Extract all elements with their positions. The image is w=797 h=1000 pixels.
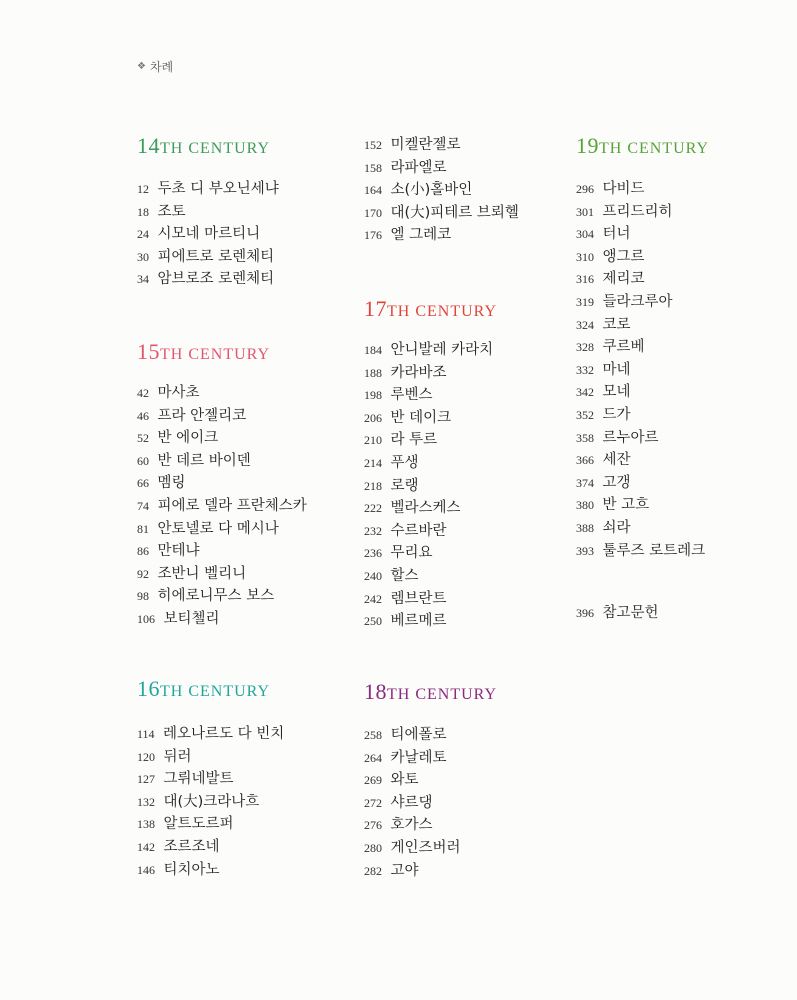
- list-item: [364, 384, 497, 407]
- entry-title: 그뤼네발트: [163, 771, 234, 788]
- entry-title: 반 에이크: [157, 430, 219, 447]
- page-number: 127: [137, 772, 155, 787]
- section-14th-century: [137, 134, 279, 291]
- list-item: [137, 472, 307, 495]
- list-item: [137, 723, 284, 746]
- page-number: 296: [576, 182, 594, 196]
- list-item: [364, 860, 497, 883]
- entry-title: 렘브란트: [390, 590, 447, 607]
- list-item: [364, 542, 497, 565]
- entry-title: 프리드리히: [602, 203, 673, 220]
- list-item: [576, 404, 709, 427]
- section-17th-century: [364, 297, 497, 633]
- page-number: 342: [576, 385, 594, 400]
- section-18th-century: [364, 680, 497, 882]
- entry-list: [576, 178, 709, 562]
- page-number: 232: [364, 523, 382, 538]
- diamond-bullet-icon: ❖: [137, 61, 146, 72]
- section-suffix: TH CENTURY: [599, 140, 709, 157]
- page-number: 328: [576, 340, 594, 355]
- entry-title: 무리요: [390, 545, 433, 562]
- list-item: [137, 540, 307, 563]
- toc-header: [137, 58, 173, 75]
- entry-title: 게인즈버러: [390, 839, 461, 856]
- list-item: [364, 588, 497, 611]
- page-number: 30: [137, 249, 149, 264]
- list-item: [364, 475, 497, 498]
- entry-title: 프라 안젤리코: [157, 407, 247, 424]
- page-number: 176: [364, 228, 382, 243]
- entry-title: 고야: [390, 862, 419, 879]
- list-item: [576, 381, 709, 404]
- list-item: [364, 224, 519, 247]
- page-number: 218: [364, 478, 382, 493]
- page-number: 42: [137, 386, 149, 400]
- page-number: 81: [137, 521, 149, 536]
- list-item: [364, 520, 497, 543]
- page-number: 310: [576, 249, 594, 264]
- entry-title: 소(小)홀바인: [390, 182, 473, 199]
- list-item: [364, 724, 497, 747]
- page-number: 332: [576, 362, 594, 377]
- entry-title: 카날레토: [390, 749, 447, 766]
- page-number: 184: [364, 343, 382, 357]
- section-19th-century: [576, 134, 709, 562]
- entry-title: 히에로니무스 보스: [157, 588, 275, 605]
- section-number: 17: [364, 296, 387, 321]
- list-item: [137, 836, 284, 859]
- list-item: [137, 813, 284, 836]
- section-title-14th: [137, 134, 279, 158]
- page-number: 210: [364, 433, 382, 448]
- entry-title: 안토넬로 다 메시나: [157, 520, 279, 537]
- list-item: [576, 314, 709, 337]
- entry-title: 티치아노: [163, 861, 220, 878]
- page-number: 164: [364, 183, 382, 198]
- list-item: [137, 427, 307, 450]
- page-number: 304: [576, 227, 594, 242]
- page-number: 280: [364, 840, 382, 855]
- page-number: 24: [137, 227, 149, 242]
- list-item: [576, 449, 709, 472]
- entry-title: 세잔: [602, 452, 631, 469]
- entry-title: 루벤스: [390, 387, 433, 404]
- entry-title: 대(大)크라나흐: [163, 793, 260, 810]
- entry-list: [364, 339, 497, 633]
- section-suffix: TH CENTURY: [160, 140, 270, 157]
- list-item: [576, 602, 658, 625]
- entry-title: 만테냐: [157, 543, 200, 560]
- page-number: 358: [576, 430, 594, 445]
- section-number: 14: [137, 133, 160, 158]
- entry-title: 벨라스케스: [390, 500, 461, 517]
- entry-title: 안니발레 카라치: [390, 342, 494, 358]
- list-item: [137, 859, 284, 882]
- page-number: 138: [137, 817, 155, 832]
- page-number: 269: [364, 773, 382, 788]
- entry-title: 모네: [602, 384, 631, 401]
- page-number: 34: [137, 272, 149, 287]
- page-number: 98: [137, 589, 149, 604]
- entry-list: [364, 134, 519, 247]
- page-number: 170: [364, 205, 382, 220]
- section-title-18th: [364, 680, 497, 704]
- entry-title: 반 고흐: [602, 497, 650, 514]
- page-number: 258: [364, 728, 382, 742]
- page-number: 12: [137, 182, 149, 196]
- page-number: 264: [364, 750, 382, 765]
- list-item: [364, 429, 497, 452]
- section-title-17th: [364, 297, 497, 321]
- page-number: 198: [364, 388, 382, 403]
- list-item: [576, 336, 709, 359]
- entry-title: 툴루즈 로트레크: [602, 542, 706, 559]
- list-item: [364, 837, 497, 860]
- page-number: 114: [137, 727, 155, 741]
- list-item: [364, 792, 497, 815]
- entry-title: 제리코: [602, 271, 645, 288]
- list-item: [576, 472, 709, 495]
- list-item: [137, 405, 307, 428]
- entry-title: 엘 그레코: [390, 227, 452, 244]
- page-number: 374: [576, 475, 594, 490]
- page-number: 388: [576, 520, 594, 535]
- list-item: [576, 359, 709, 382]
- page-number: 316: [576, 272, 594, 287]
- section-suffix: TH CENTURY: [387, 303, 497, 320]
- entry-title: 수르바란: [390, 522, 447, 539]
- page-number: 132: [137, 794, 155, 809]
- page-number: 396: [576, 606, 594, 620]
- page-number: 142: [137, 839, 155, 854]
- list-item: [364, 157, 519, 180]
- entry-title: 라 투르: [390, 432, 438, 449]
- page-number: 52: [137, 431, 149, 446]
- entry-title: 르누아르: [602, 429, 659, 446]
- list-item: [364, 407, 497, 430]
- entry-title: 호가스: [390, 817, 433, 834]
- list-item: [137, 178, 279, 201]
- entry-list: [137, 178, 279, 291]
- list-item: [576, 494, 709, 517]
- entry-title: 보티첼리: [163, 610, 220, 627]
- entry-title: 드가: [602, 406, 631, 423]
- list-item: [576, 201, 709, 224]
- list-item: [576, 178, 709, 201]
- entry-title: 라파엘로: [390, 159, 447, 176]
- entry-title: 멤링: [157, 475, 186, 492]
- page-number: 222: [364, 501, 382, 516]
- entry-title: 조토: [157, 203, 186, 220]
- list-item: [137, 768, 284, 791]
- list-item: [576, 540, 709, 563]
- page-number: 86: [137, 544, 149, 559]
- section-suffix: TH CENTURY: [160, 683, 270, 700]
- list-item: [576, 223, 709, 246]
- list-item: [364, 202, 519, 225]
- list-item: [364, 610, 497, 633]
- section-number: 16: [137, 676, 160, 701]
- list-item: [137, 518, 307, 541]
- page-number: 319: [576, 294, 594, 309]
- entry-title: 알트도르퍼: [163, 816, 234, 833]
- page-number: 240: [364, 568, 382, 583]
- entry-title: 할스: [390, 567, 419, 584]
- page-number: 206: [364, 410, 382, 425]
- entry-title: 앵그르: [602, 248, 645, 265]
- section-number: 18: [364, 679, 387, 704]
- entry-title: 반 데이크: [390, 409, 452, 426]
- page-number: 158: [364, 160, 382, 175]
- entry-list: [137, 723, 284, 881]
- entry-title: 시모네 마르티니: [157, 226, 261, 243]
- page-number: 393: [576, 543, 594, 558]
- section-suffix: TH CENTURY: [387, 686, 497, 703]
- list-item: [576, 427, 709, 450]
- list-item: [137, 268, 279, 291]
- entry-title: 코로: [602, 316, 631, 333]
- list-item: [576, 268, 709, 291]
- list-item: [364, 134, 519, 157]
- section-title-19th: [576, 134, 709, 158]
- list-item: [364, 362, 497, 385]
- page-number: 60: [137, 453, 149, 468]
- entry-title: 샤르댕: [390, 794, 433, 811]
- entry-title: 터너: [602, 226, 631, 243]
- section-15th-century: [137, 340, 307, 631]
- list-item: [137, 223, 279, 246]
- entry-title: 카라바조: [390, 364, 447, 381]
- entry-title: 조반니 벨리니: [157, 565, 247, 582]
- list-item: [576, 517, 709, 540]
- list-item: [364, 452, 497, 475]
- list-item: [137, 201, 279, 224]
- list-item: [137, 746, 284, 769]
- entry-title: 미켈란젤로: [390, 137, 461, 153]
- list-item: [576, 291, 709, 314]
- page-number: 74: [137, 498, 149, 513]
- entry-title: 티에폴로: [390, 727, 447, 743]
- list-item: [137, 495, 307, 518]
- list-item: [137, 608, 307, 631]
- page-number: 352: [576, 407, 594, 422]
- page-number: 301: [576, 204, 594, 219]
- section-number: 19: [576, 133, 599, 158]
- section-title-16th: [137, 677, 284, 701]
- page-number: 92: [137, 566, 149, 581]
- entry-title: 와토: [390, 772, 419, 789]
- entry-title: 두초 디 부오닌세냐: [157, 181, 279, 197]
- list-item: [137, 382, 307, 405]
- entry-title: 대(大)피테르 브뢰헬: [390, 204, 519, 221]
- entry-list: [137, 382, 307, 631]
- page-title: 차례: [149, 60, 174, 74]
- list-item: [364, 497, 497, 520]
- entry-title: 고갱: [602, 474, 631, 491]
- section-references: [576, 602, 658, 625]
- entry-title: 로랭: [390, 477, 419, 494]
- page-number: 242: [364, 591, 382, 606]
- page-number: 366: [576, 453, 594, 468]
- section-16th-century-continued: [364, 134, 519, 247]
- entry-title: 푸생: [390, 454, 419, 471]
- section-16th-century: [137, 677, 284, 881]
- list-item: [364, 565, 497, 588]
- page-number: 188: [364, 365, 382, 380]
- page-number: 250: [364, 614, 382, 629]
- page-number: 106: [137, 611, 155, 626]
- entry-title: 들라크루아: [602, 293, 673, 310]
- section-suffix: TH CENTURY: [160, 346, 270, 363]
- page-number: 236: [364, 546, 382, 561]
- page-number: 66: [137, 476, 149, 491]
- page-number: 272: [364, 795, 382, 810]
- page-number: 214: [364, 455, 382, 470]
- entry-title: 쿠르베: [602, 339, 645, 356]
- list-item: [364, 769, 497, 792]
- list-item: [137, 563, 307, 586]
- list-item: [576, 246, 709, 269]
- page-number: 324: [576, 317, 594, 332]
- entry-title: 뒤러: [163, 748, 192, 765]
- entry-title: 반 데르 바이덴: [157, 452, 251, 469]
- list-item: [364, 339, 497, 362]
- page-number: 380: [576, 498, 594, 513]
- page-number: 120: [137, 749, 155, 764]
- list-item: [137, 246, 279, 269]
- section-title-15th: [137, 340, 307, 364]
- list-item: [364, 814, 497, 837]
- entry-title: 피에로 델라 프란체스카: [157, 497, 307, 514]
- entry-title: 암브로조 로렌체티: [157, 271, 275, 288]
- list-item: [137, 450, 307, 473]
- entry-list: [364, 724, 497, 882]
- page-number: 276: [364, 818, 382, 833]
- entry-title: 다비드: [602, 181, 645, 197]
- entry-title: 마네: [602, 361, 631, 378]
- entry-title: 쇠라: [602, 519, 631, 536]
- entry-title: 피에트로 로렌체티: [157, 248, 275, 265]
- list-item: [364, 747, 497, 770]
- page-number: 18: [137, 204, 149, 219]
- page-number: 46: [137, 408, 149, 423]
- page-number: 152: [364, 138, 382, 152]
- entry-title: 베르메르: [390, 613, 447, 630]
- list-item: [137, 791, 284, 814]
- entry-title: 레오나르도 다 빈치: [163, 726, 285, 742]
- entry-title: 조르조네: [163, 838, 220, 855]
- entry-title: 참고문헌: [602, 605, 659, 621]
- section-number: 15: [137, 339, 160, 364]
- entry-title: 마사초: [157, 385, 200, 401]
- list-item: [364, 179, 519, 202]
- page-number: 282: [364, 863, 382, 878]
- page-number: 146: [137, 862, 155, 877]
- list-item: [137, 585, 307, 608]
